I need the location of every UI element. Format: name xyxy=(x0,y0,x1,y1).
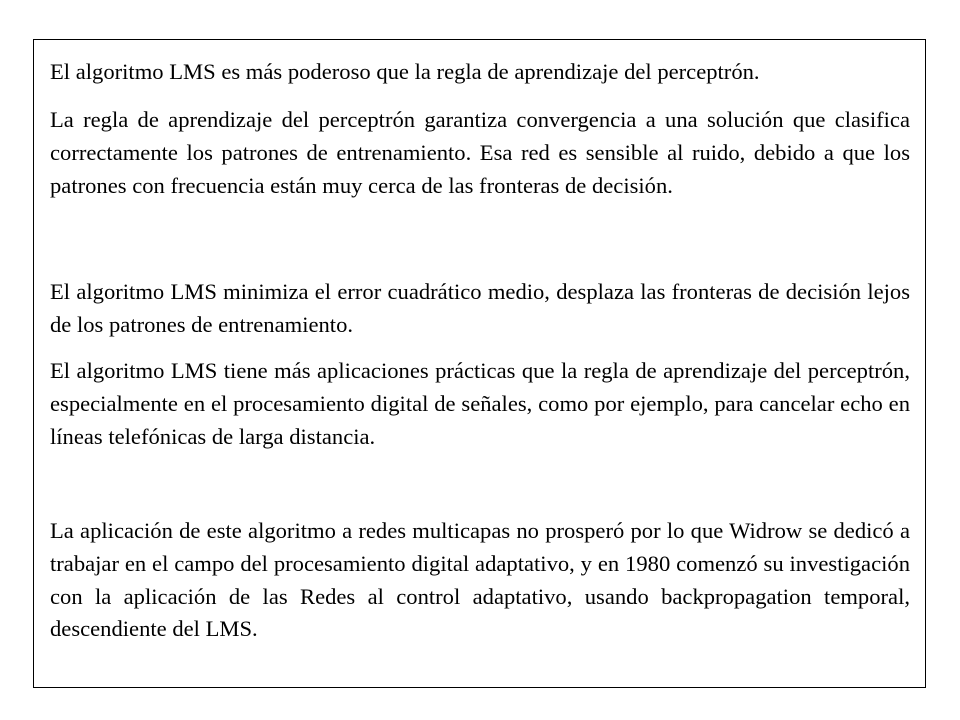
paragraph-perceptron-rule: La regla de aprendizaje del perceptrón garantiza convergencia a una solución que clasifica correctamente los patrones de entrenamiento. Esa red es sensible al ruido, debido a que los patrones con frecuencia están muy cerca de las fronteras de decisión. xyxy=(50,107,910,198)
paragraph-lms-more-powerful: El algoritmo LMS es más poderoso que la regla de aprendizaje del perceptrón. xyxy=(50,59,760,84)
paragraph-lms-minimizes-error: El algoritmo LMS minimiza el error cuadrático medio, desplaza las fronteras de decisión lejos de los patrones de entrenamiento. xyxy=(50,279,910,337)
paragraph-lms-applications: El algoritmo LMS tiene más aplicaciones prácticas que la regla de aprendizaje del perceptrón, especialmente en el procesamiento digital de señales, como por ejemplo, para cancelar echo en líneas telefónicas de larga distancia. xyxy=(50,358,910,449)
paragraph-multilayer-history: La aplicación de este algoritmo a redes multicapas no prosperó por lo que Widrow se dedicó a trabajar en el campo del procesamiento digital adaptativo, y en 1980 comenzó su investigación con la aplicación de las Redes al control adaptativo, usando backpropagation temporal, descendiente del LMS. xyxy=(50,518,910,642)
